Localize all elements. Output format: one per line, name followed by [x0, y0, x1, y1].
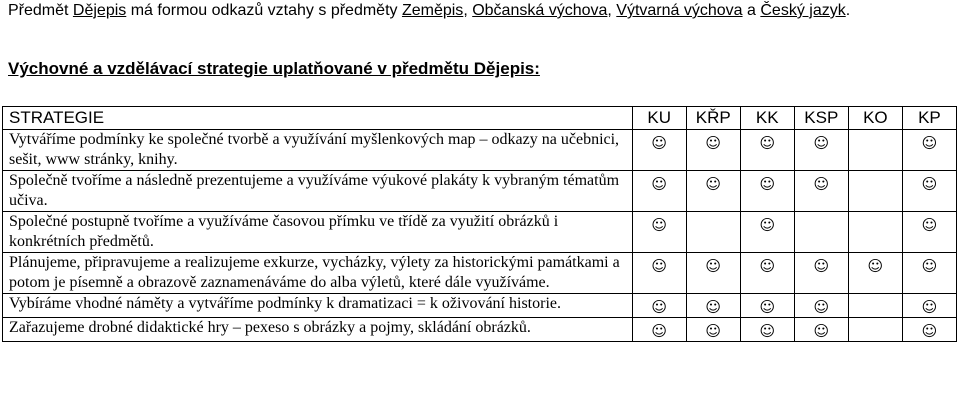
header-ksp: KSP [794, 107, 848, 130]
strategy-text: Společně tvoříme a následně prezentujeme a využíváme výukové plakáty k vybraným tématům učiva. [3, 171, 633, 212]
strategy-text: Vybíráme vhodné náměty a vytváříme podmínky k dramatizaci = k oživování historie. [3, 294, 633, 318]
smiley-icon: ☺ [902, 253, 956, 294]
smiley-icon [848, 294, 902, 318]
smiley-icon: ☺ [794, 294, 848, 318]
intro-paragraph [8, 1, 958, 21]
smiley-icon: ☺ [794, 318, 848, 342]
intro-text: , [463, 2, 473, 19]
link-dejepis[interactable]: Dějepis [72, 2, 127, 19]
intro-text: Předmět [8, 2, 73, 19]
header-ko: KO [848, 107, 902, 130]
smiley-icon: ☺ [902, 130, 956, 171]
table-row [3, 171, 957, 212]
table-row [3, 212, 957, 253]
smiley-icon: ☺ [740, 171, 794, 212]
smiley-icon [848, 318, 902, 342]
smiley-icon [686, 212, 740, 253]
smiley-icon: ☺ [632, 318, 686, 342]
header-krp: KŘP [686, 107, 740, 130]
smiley-icon: ☺ [740, 294, 794, 318]
link-obcanska-vychova[interactable]: Občanská výchova [472, 2, 608, 19]
smiley-icon: ☺ [794, 130, 848, 171]
intro-text: má formou odkazů vztahy s předměty [126, 2, 402, 19]
smiley-icon: ☺ [902, 171, 956, 212]
table-row [3, 294, 957, 318]
link-cesky-jazyk[interactable]: Český jazyk [760, 2, 846, 19]
smiley-icon: ☺ [632, 130, 686, 171]
smiley-icon: ☺ [902, 318, 956, 342]
table-row [3, 130, 957, 171]
smiley-icon: ☺ [686, 130, 740, 171]
smiley-icon: ☺ [686, 171, 740, 212]
smiley-icon: ☺ [794, 253, 848, 294]
table-row [3, 318, 957, 342]
smiley-icon: ☺ [686, 294, 740, 318]
section-heading: Výchovné a vzdělávací strategie uplatňované v předmětu Dějepis: [8, 59, 540, 78]
smiley-icon: ☺ [740, 318, 794, 342]
smiley-icon: ☺ [632, 212, 686, 253]
header-strategy: STRATEGIE [3, 107, 633, 130]
table-header-row [3, 107, 957, 130]
intro-text: , [607, 2, 617, 19]
smiley-icon: ☺ [902, 212, 956, 253]
link-vytvarna-vychova[interactable]: Výtvarná výchova [616, 2, 743, 19]
smiley-icon [794, 212, 848, 253]
smiley-icon: ☺ [740, 130, 794, 171]
strategy-text: Vytváříme podmínky ke společné tvorbě a využívání myšlenkových map – odkazy na učebnici, sešit, www stránky, knihy. [3, 130, 633, 171]
intro-text: a [742, 2, 761, 19]
smiley-icon: ☺ [902, 294, 956, 318]
table-row [3, 253, 957, 294]
smiley-icon: ☺ [794, 171, 848, 212]
smiley-icon: ☺ [740, 212, 794, 253]
smiley-icon: ☺ [632, 171, 686, 212]
smiley-icon [848, 171, 902, 212]
link-zemepis[interactable]: Zeměpis [401, 2, 464, 19]
smiley-icon: ☺ [632, 294, 686, 318]
strategy-table [2, 106, 957, 342]
smiley-icon: ☺ [686, 253, 740, 294]
header-kp: KP [902, 107, 956, 130]
smiley-icon [848, 130, 902, 171]
smiley-icon: ☺ [632, 253, 686, 294]
strategy-text: Plánujeme, připravujeme a realizujeme exkurze, vycházky, výlety za historickými památkami a potom je písemně a obrazově zaznamenáváme do alba výletů, které dále využíváme. [3, 253, 633, 294]
smiley-icon [848, 212, 902, 253]
strategy-text: Zařazujeme drobné didaktické hry – pexeso s obrázky a pojmy, skládání obrázků. [3, 318, 633, 342]
strategy-text: Společné postupně tvoříme a využíváme časovou přímku ve třídě za využití obrázků i konkrétních předmětů. [3, 212, 633, 253]
smiley-icon: ☺ [686, 318, 740, 342]
intro-text: . [845, 2, 851, 19]
header-kk: KK [740, 107, 794, 130]
header-ku: KU [632, 107, 686, 130]
smiley-icon: ☺ [740, 253, 794, 294]
smiley-icon: ☺ [848, 253, 902, 294]
